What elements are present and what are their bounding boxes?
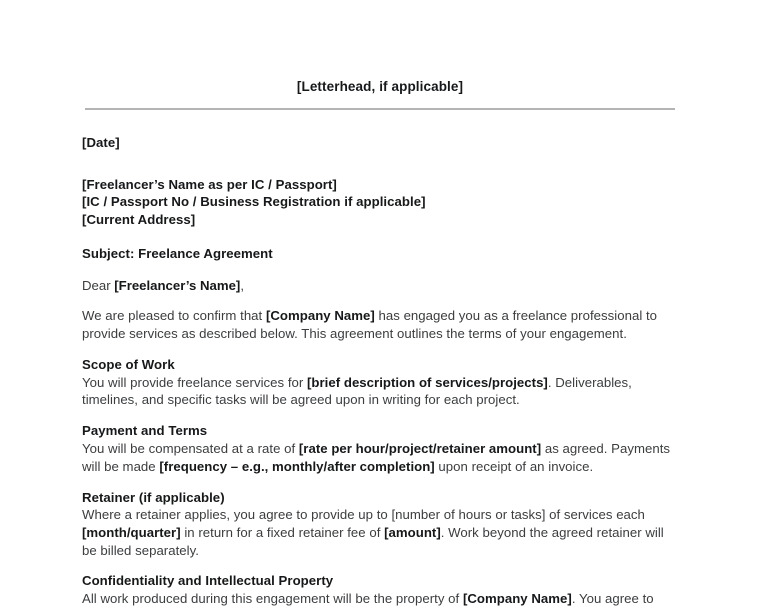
section-heading: Retainer (if applicable) (82, 489, 225, 505)
letterhead-title: [Letterhead, if applicable] (296, 79, 464, 94)
section-bold-1: [month/quarter] (82, 525, 181, 541)
subject-line: Subject: Freelance Agreement (82, 246, 273, 261)
recipient-block (82, 176, 678, 229)
section-scope-of-work (82, 356, 678, 409)
greeting-suffix: , (240, 277, 244, 293)
section-heading: Confidentiality and Intellectual Property (82, 572, 334, 588)
section-paragraph (82, 590, 678, 608)
section-heading: Payment and Terms (82, 423, 208, 439)
recipient-line-address: [Current Address] (82, 211, 196, 227)
section-payment-and-terms (82, 422, 678, 475)
date-line: [Date] (82, 135, 120, 150)
intro-part-1: We are pleased to confirm that (82, 308, 266, 324)
recipient-line-name: [Freelancer’s Name as per IC / Passport] (82, 176, 337, 192)
section-bold-1: [rate per hour/project/retainer amount] (298, 441, 542, 457)
section-part-3: upon receipt of an invoice. (434, 458, 594, 474)
section-part-2: in return for a fixed retainer fee of (180, 525, 385, 541)
section-retainer (82, 489, 678, 560)
section-part-1: You will be compensated at a rate of (82, 441, 299, 457)
greeting-name: [Freelancer’s Name] (114, 277, 241, 293)
section-paragraph (82, 440, 678, 476)
section-paragraph (82, 374, 678, 410)
intro-paragraph (82, 307, 678, 343)
document-body (82, 78, 678, 607)
section-bold-2: [frequency – e.g., monthly/after completion] (159, 458, 435, 474)
intro-bold-1: [Company Name] (265, 308, 375, 324)
section-part-2: . You agree to (571, 590, 654, 606)
section-part-2: as agreed. Payments will be made (82, 441, 671, 474)
greeting-line (82, 277, 678, 295)
section-part-2: . Deliverables, timelines, and specific tasks will be agreed upon in writing for each project. (82, 374, 632, 408)
section-bold-1: [Company Name] (462, 590, 572, 606)
section-part-3: . Work beyond the agreed retainer will be billed separately. (82, 525, 664, 559)
section-part-1: Where a retainer applies, you agree to provide up to [number of hours or tasks] of services each (82, 507, 645, 523)
section-bold-1: [brief description of services/projects] (307, 374, 548, 390)
recipient-line-id: [IC / Passport No / Business Registration if applicable] (82, 194, 426, 209)
greeting-prefix: Dear (82, 277, 115, 293)
section-heading: Scope of Work (82, 356, 175, 372)
intro-part-2: has engaged you as a freelance professional to provide services as described below. This agreement outlines the terms of your engagement. (82, 308, 658, 342)
section-confidentiality-and-ip (82, 572, 678, 608)
section-bold-2: [amount] (384, 525, 441, 541)
section-part-1: You will provide freelance services for (82, 374, 308, 390)
section-part-1: All work produced during this engagement will be the property of (82, 590, 463, 606)
section-paragraph (82, 506, 678, 559)
